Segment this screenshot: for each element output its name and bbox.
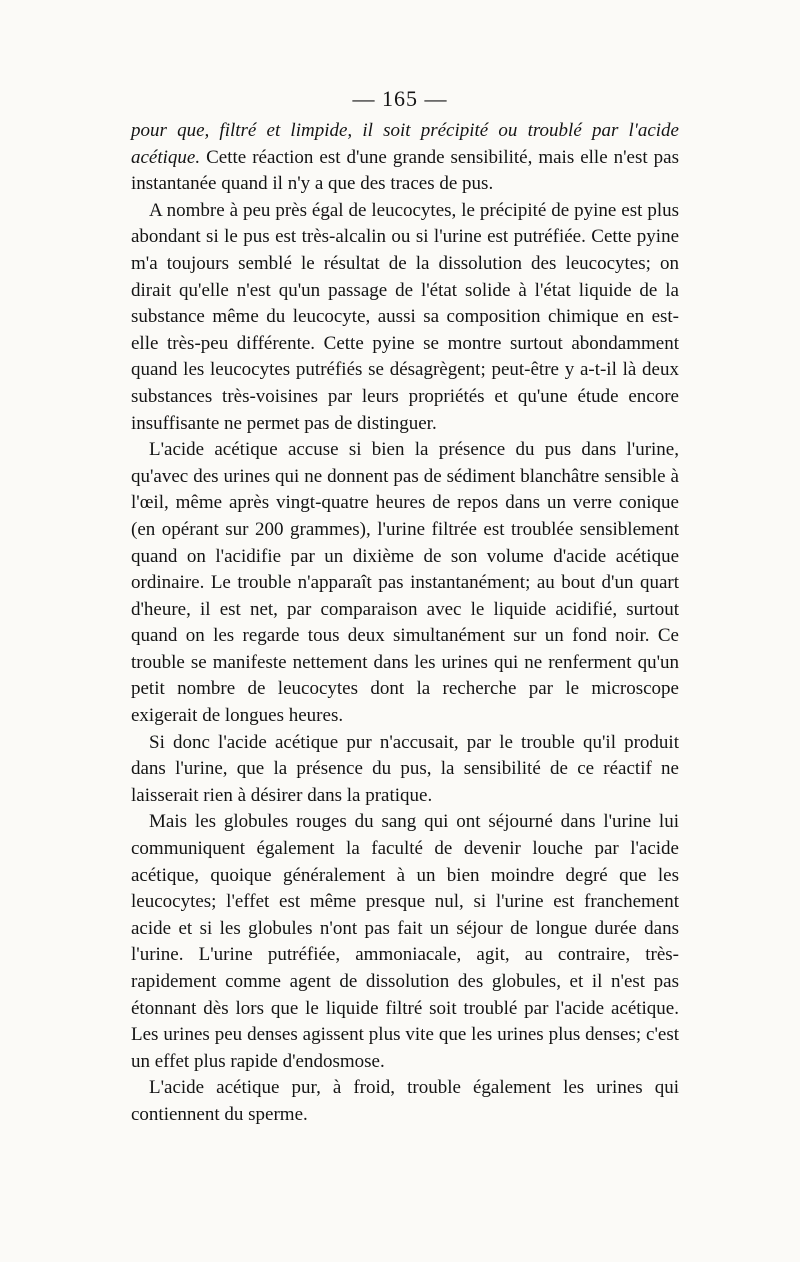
paragraph: L'acide acétique accuse si bien la présence du pus dans l'urine, qu'avec des urines qui ne donnent pas de sédiment blanchâtre sensible à l'œil, même après vingt-quatre heures de repos dans un verre conique (en opérant sur 200 grammes), l'urine filtrée est troublée sensiblement quand on l'acidifie par un dixième de son volume d'acide acétique ordinaire. Le trouble n'apparaît pas instantanément; au bout d'un quart d'heure, il est net, par comparaison avec le liquide acidifié, surtout quand on les regarde tous deux simultanément sur un fond noir. Ce trouble se manifeste nettement dans les urines qui ne renferment qu'un petit nombre de leucocytes dont la recherche par le microscope exigerait de longues heures. xyxy=(131,439,679,727)
paragraph xyxy=(131,118,679,198)
paragraph: Mais les globules rouges du sang qui ont séjourné dans l'urine lui communiquent également la faculté de devenir louche par l'acide acétique, quoique généralement à un bien moindre degré que les leucocytes; l'effet est même presque nul, si l'urine est franchement acide et si les globules n'ont pas fait un séjour de longue durée dans l'urine. L'urine putréfiée, ammoniacale, agit, au contraire, très-rapidement comme agent de dissolution des globules, et il n'est pas étonnant dès lors que le liquide filtré soit troublé par l'acide acétique. Les urines peu denses agissent plus vite que les urines plus denses; c'est un effet plus rapide d'endosmose. xyxy=(131,811,679,1072)
paragraph: Si donc l'acide acétique pur n'accusait, par le trouble qu'il produit dans l'urine, que la présence du pus, la sensibilité de ce réactif ne laisserait rien à désirer dans la pratique. xyxy=(131,731,679,806)
paragraph-text: Cette réaction est d'une grande sensibilité, mais elle n'est pas instantanée quand il n'y a que des traces de pus. xyxy=(131,146,679,195)
paragraph: L'acide acétique pur, à froid, trouble également les urines qui contiennent du sperme. xyxy=(131,1077,679,1125)
page-number: — 165 — xyxy=(352,86,448,111)
italic-lead: pour que, filtré et limpide, il soit précipité ou troublé par l'acide acétique. xyxy=(131,120,679,168)
body-text xyxy=(131,118,679,1129)
paragraph: A nombre à peu près égal de leucocytes, le précipité de pyine est plus abondant si le pus est très-alcalin ou si l'urine est putréfiée. Cette pyine m'a toujours semblé le résultat de la dissolution des leucocytes; on dirait qu'elle n'est qu'un passage de l'état solide à l'état liquide de la substance même du leucocyte, aussi sa composition chimique en est-elle très-peu différente. Cette pyine se montre surtout abondamment quand les leucocytes putréfiés se désagrègent; peut-être y a-t-il là deux substances très-voisines par leurs propriétés et qu'une étude encore insuffisante ne permet pas de distinguer. xyxy=(131,199,679,434)
